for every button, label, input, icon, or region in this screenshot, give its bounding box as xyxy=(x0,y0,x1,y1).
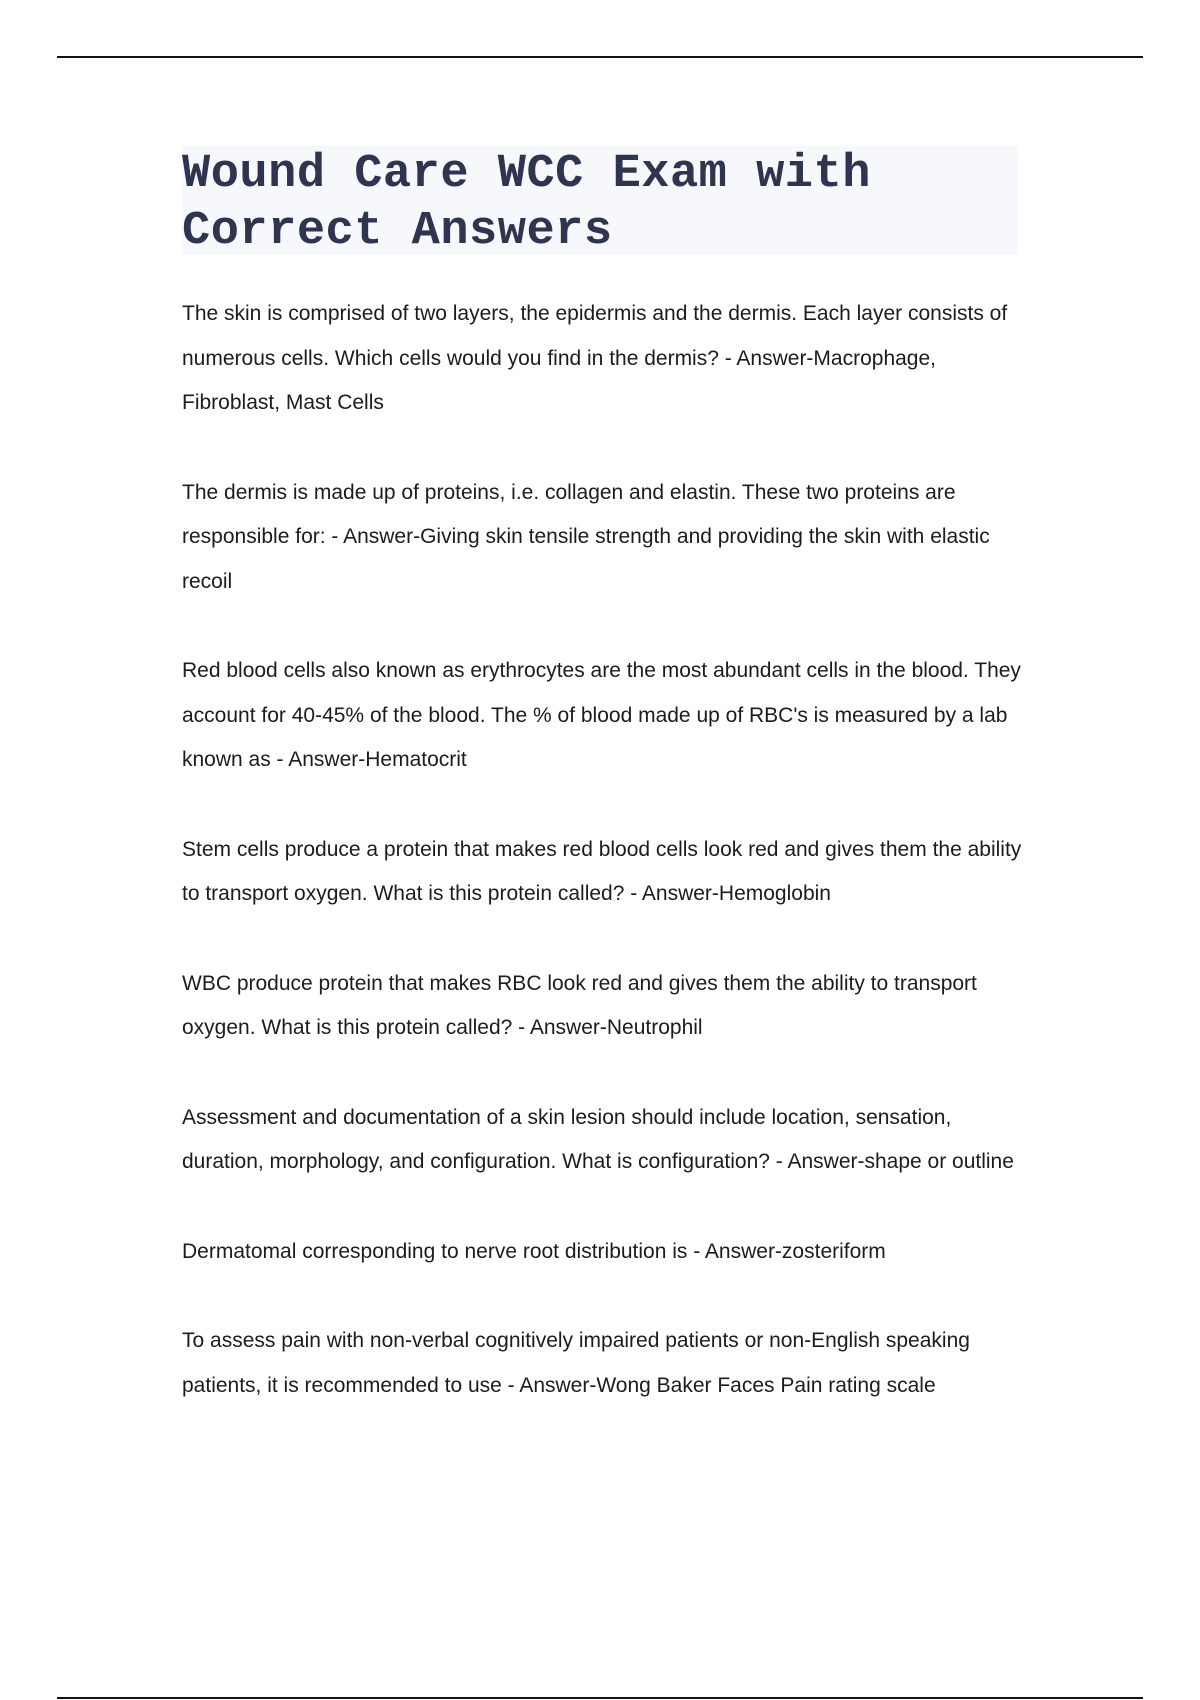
qa-item: To assess pain with non-verbal cognitively impaired patients or non-English speaking patients, it is recommended to use - Answer-Wong Baker Faces Pain rating scale xyxy=(182,1329,970,1397)
qa-item: Red blood cells also known as erythrocytes are the most abundant cells in the blood. They account for 40-45% of the blood. The % of blood made up of RBC's is measured by a lab known as - Answer-Hematocrit xyxy=(182,659,1021,771)
top-rule xyxy=(57,56,1143,58)
qa-item: The dermis is made up of proteins, i.e. collagen and elastin. These two proteins are responsible for: - Answer-Giving skin tensile strength and providing the skin with elastic recoil xyxy=(182,480,990,593)
qa-item: The skin is comprised of two layers, the epidermis and the dermis. Each layer consists of numerous cells. Which cells would you find in the dermis? - Answer-Macrophage, Fibroblast, Mast Cells xyxy=(182,302,1008,414)
qa-item: WBC produce protein that makes RBC look red and gives them the ability to transport oxygen. What is this protein called? - Answer-Neutrophil xyxy=(182,971,977,1039)
bottom-rule xyxy=(57,1697,1143,1699)
document-title: Wound Care WCC Exam with Correct Answers xyxy=(182,148,871,258)
qa-list xyxy=(182,292,1032,1453)
qa-item: Assessment and documentation of a skin lesion should include location, sensation, duration, morphology, and configuration. What is configuration? - Answer-shape or outline xyxy=(182,1105,1014,1173)
qa-item: Stem cells produce a protein that makes red blood cells look red and gives them the ability to transport oxygen. What is this protein called? - Answer-Hemoglobin xyxy=(182,837,1022,905)
qa-item: Dermatomal corresponding to nerve root distribution is - Answer-zosteriform xyxy=(182,1239,886,1263)
title-box xyxy=(182,146,1018,258)
